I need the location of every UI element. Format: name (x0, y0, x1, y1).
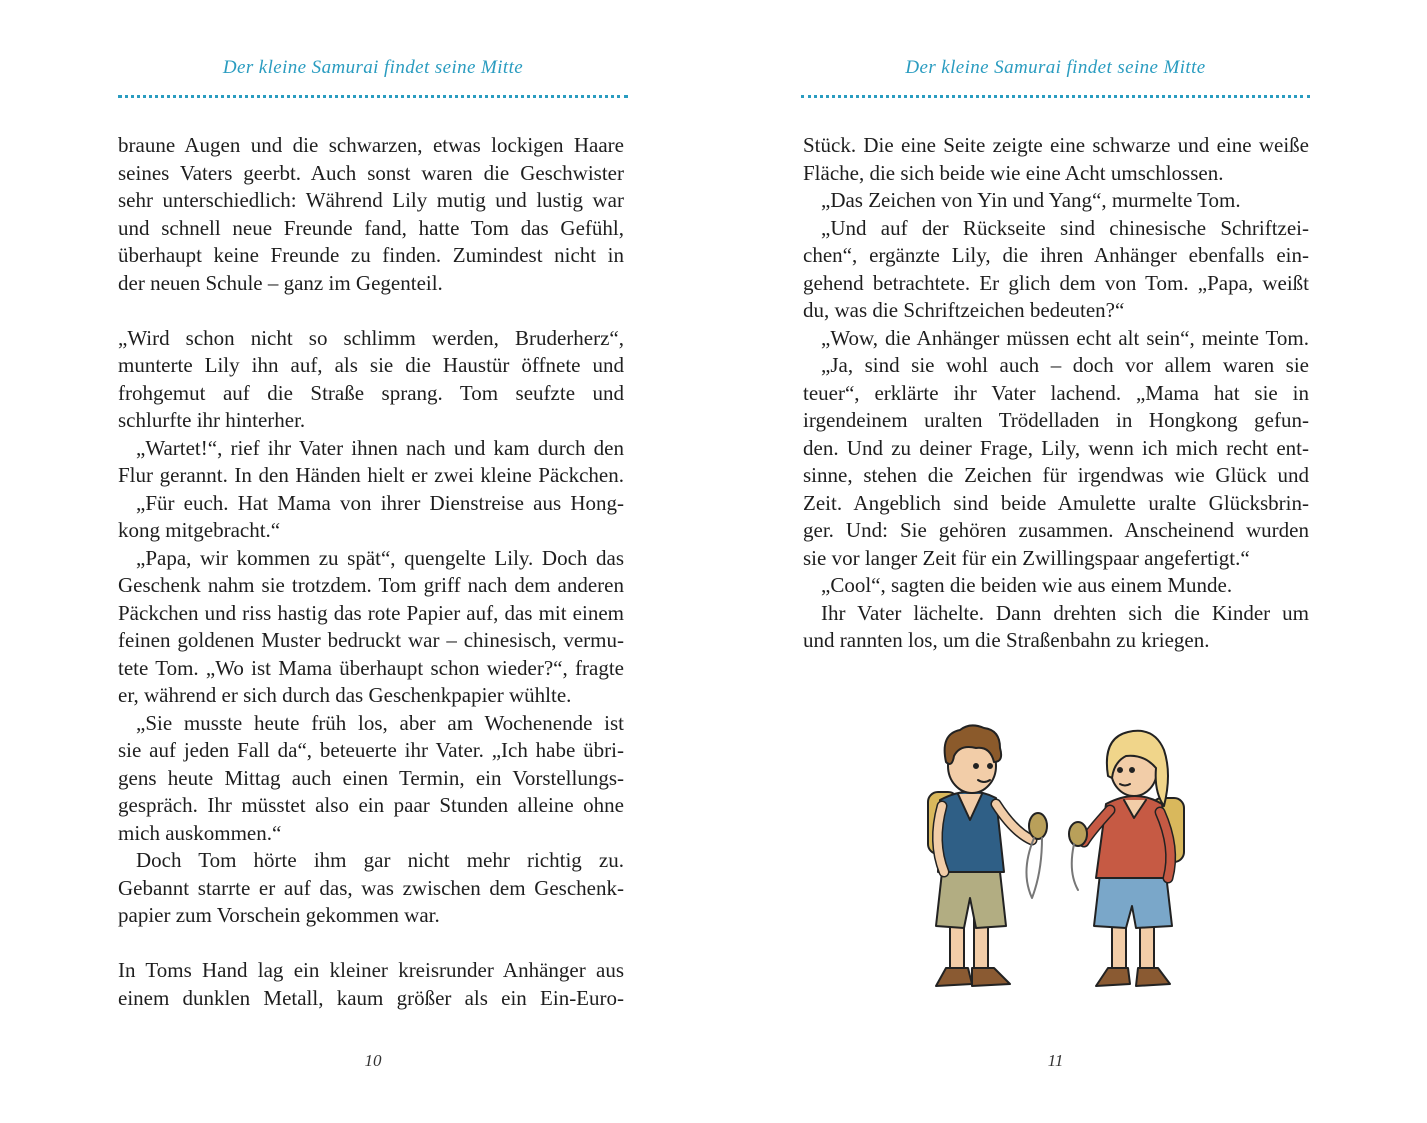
text-line: „Papa, wir kommen zu spät“, quengelte Lily. Doch das (136, 545, 624, 570)
text-line: Doch Tom hörte ihm gar nicht mehr richtig zu. (136, 848, 624, 872)
running-head-right: Der kleine Samurai findet seine Mitte (905, 57, 1206, 78)
text-line: einem dunklen Metall, kaum größer als ein Ein-Euro- (118, 985, 624, 1010)
text-line: „Wartet!“, rief ihr Vater ihnen nach und kam durch den (136, 435, 624, 460)
text-line: schlurfte ihr hinterher. (118, 408, 306, 432)
text-line: „Und auf der Rückseite sind chinesische Schriftzei- (821, 215, 1309, 240)
text-line: kong mitgebracht.“ (118, 518, 281, 542)
text-line: braune Augen und die schwarzen, etwas lockigen Haare (118, 133, 624, 157)
text-line: sehr unterschiedlich: Während Lily mutig und lustig war (118, 188, 624, 212)
text-line: In Toms Hand lag ein kleiner kreisrunder Anhänger aus (118, 958, 624, 982)
text-line: sie vor langer Zeit für ein Zwillingspaar angefertigt.“ (803, 545, 1250, 570)
text-line: gehend betrachtete. Er glich dem von Tom. „Papa, weißt (803, 270, 1309, 295)
illustration-lily-icon (1069, 731, 1184, 986)
right-page (714, 0, 1427, 1123)
text-line: überhaupt keine Freunde zu finden. Zumindest nicht in (118, 243, 624, 267)
text-line: seines Vaters geerbt. Auch sonst waren die Geschwister (118, 160, 624, 185)
text-line: du, was die Schriftzeichen bedeuten?“ (803, 298, 1125, 322)
text-line: „Sie musste heute früh los, aber am Wochenende ist (136, 710, 624, 735)
body-text-right (803, 132, 1309, 655)
text-line: und rannten los, um die Straßenbahn zu kriegen. (803, 628, 1210, 652)
text-line: chen“, ergänzte Lily, die ihren Anhänger ebenfalls ein- (803, 243, 1309, 267)
text-line: „Wird schon nicht so schlimm werden, Bruderherz“, (118, 325, 624, 350)
text-line: mich auskommen.“ (118, 820, 282, 845)
text-line: gens heute Mittag auch einen Termin, ein Vorstellungs- (118, 765, 624, 790)
page-number-left: 10 (364, 1051, 382, 1070)
text-line: „Für euch. Hat Mama von ihrer Dienstreise aus Hong- (136, 490, 624, 515)
paragraph-gap (118, 297, 624, 325)
text-line: Ihr Vater lächelte. Dann drehten sich die Kinder um (821, 600, 1309, 625)
text-line: Geschenk nahm sie trotzdem. Tom griff nach dem anderen (118, 573, 624, 597)
text-line: irgendeinem uralten Trödelladen in Hongkong gefun- (803, 408, 1309, 432)
header-rule-right (801, 95, 1310, 98)
text-line: Flur gerannt. In den Händen hielt er zwei kleine Päckchen. (118, 463, 624, 487)
body-text-left (118, 132, 624, 1012)
paragraph-gap (118, 930, 624, 958)
text-line: ger. Und: Sie gehören zusammen. Anscheinend wurden (803, 518, 1309, 542)
text-line: feinen goldenen Muster bedruckt war – chinesisch, vermu- (118, 628, 624, 652)
text-line: den. Und zu deiner Frage, Lily, wenn ich mich recht ent- (803, 435, 1309, 460)
text-line: gespräch. Ihr müsstet also ein paar Stunden alleine ohne (118, 793, 624, 817)
text-line: Päckchen und riss hastig das rote Papier auf, das mit einem (118, 600, 624, 625)
text-line: tete Tom. „Wo ist Mama überhaupt schon wieder?“, fragte (118, 655, 624, 680)
text-line: und schnell neue Freunde fand, hatte Tom das Gefühl, (118, 215, 624, 240)
text-line: der neuen Schule – ganz im Gegenteil. (118, 270, 443, 295)
text-line: papier zum Vorschein gekommen war. (118, 903, 440, 927)
text-line: Stück. Die eine Seite zeigte eine schwarze und eine weiße (803, 133, 1309, 157)
text-line: „Ja, sind sie wohl auch – doch vor allem waren sie (821, 353, 1309, 377)
text-line: „Das Zeichen von Yin und Yang“, murmelte Tom. (821, 188, 1241, 212)
text-line: sie auf jeden Fall da“, beteuerte ihr Vater. „Ich habe übri- (118, 738, 624, 762)
text-line: Gebannt starrte er auf das, was zwischen dem Geschenk- (118, 875, 624, 900)
text-line: „Cool“, sagten die beiden wie aus einem Munde. (821, 573, 1233, 597)
running-head-left: Der kleine Samurai findet seine Mitte (222, 57, 524, 78)
illustration (914, 722, 1206, 1004)
text-line: Fläche, die sich beide wie eine Acht umschlossen. (803, 160, 1224, 185)
text-line: Zeit. Angeblich sind beide Amulette uralte Glücksbrin- (803, 490, 1309, 515)
text-line: teuer“, erklärte ihr Vater lachend. „Mama hat sie in (803, 380, 1309, 405)
text-line: „Wow, die Anhänger müssen echt alt sein“, meinte Tom. (821, 325, 1309, 350)
text-line: frohgemut auf die Straße sprang. Tom seufzte und (118, 380, 624, 405)
illustration-tom-icon (928, 725, 1047, 986)
text-line: er, während er sich durch das Geschenkpapier wühlte. (118, 683, 572, 707)
text-line: sinne, stehen die Zeichen für irgendwas wie Glück und (803, 463, 1309, 487)
header-rule-left (118, 95, 628, 98)
page-number-right: 11 (1047, 1051, 1064, 1070)
text-line: munterte Lily ihn auf, als sie die Haustür öffnete und (118, 353, 624, 377)
